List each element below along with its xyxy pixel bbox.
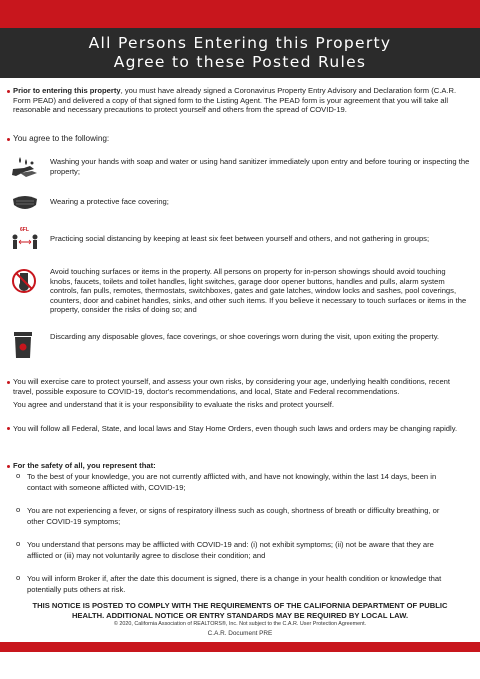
intro-paragraph (13, 86, 469, 115)
title-line-1: All Persons Entering this Property (88, 34, 392, 52)
document-id: C.A.R. Document PRE (207, 630, 273, 637)
safety-item-3: You understand that persons may be afflicted with COVID-19 and: (i) not exhibit symptoms; (ii) not be aware that they are afflicted or (iii) may not voluntarily agree to disclose their condition; and (27, 540, 434, 560)
hand-wash-icon (10, 155, 40, 179)
rule-2-text: Wearing a protective face covering; (50, 197, 169, 206)
rule-3-text: Practicing social distancing by keeping at least six feet between yourself and others, and not gathering in groups; (50, 234, 430, 243)
bullet (7, 465, 10, 468)
trash-bin-icon (11, 331, 35, 359)
laws-text: You will follow all Federal, State, and local laws and Stay Home Orders, even though such laws and orders may be changing rapidly. (13, 424, 458, 433)
title-line-2: Agree to these Posted Rules (113, 53, 367, 71)
agree-heading: You agree to the following: (13, 134, 110, 143)
no-touch-icon (11, 268, 37, 294)
bottom-red-bar (0, 642, 480, 652)
footer-notice: THIS NOTICE IS POSTED TO COMPLY WITH THE REQUIREMENTS OF THE CALIFORNIA DEPARTMENT OF PUBLIC HEALTH. ADDITIONAL NOTICE OR ENTRY STANDARDS MAY BE REQUIRED BY LOCAL LAW. (32, 601, 448, 620)
rule-4-text: Avoid touching surfaces or items in the property. All persons on property for in-person showings should avoid touching knobs, faucets, toilets and toilet handles, light switches, garage door opener buttons, handles and pulls, alarm system controls, fan pulls, remotes, thermostats, switchboxes, gates and gate latches, window locks and sashes, pool coverings, counters, door and cabinet handles, sinks, and other such items. If you believe it necessary to touch surfaces or items in the property, consider the risks of doing so; and (50, 267, 467, 315)
bullet (7, 90, 10, 93)
bullet (7, 138, 10, 141)
rule-1-text: Washing your hands with soap and water or using hand sanitizer immediately upon entry and before touring or inspecting the property; (50, 157, 470, 176)
sub-marker: o (16, 471, 21, 480)
face-mask-icon (10, 193, 40, 213)
intro-text: , you must have already signed a Coronavirus Property Entry Advisory and Declaration form (C.A.R. Form PEAD) and delivered a copy of that signed form to the Listing Agent. The PEAD form is your agreement that you will take all reasonable and necessary precautions to protect yourself and others from the spread of COVID-19. (13, 86, 457, 115)
care-text-2: You agree and understand that it is your responsibility to evaluate the risks and protect yourself. (13, 399, 334, 409)
distance-label: 6FL (20, 227, 29, 233)
copyright-text: © 2020, California Association of REALTORS®, Inc. Not subject to the C.A.R. User Protection Agreement. (113, 621, 367, 627)
safety-item-4: You will inform Broker if, after the date this document is signed, there is a change in your health condition or knowledge that potentially puts others at risk. (27, 574, 442, 594)
intro-lead: Prior to entering this property (13, 86, 121, 95)
sub-marker: o (16, 539, 21, 548)
safety-heading: For the safety of all, you represent that: (13, 461, 156, 470)
bullet (7, 427, 10, 430)
safety-item-1: To the best of your knowledge, you are not currently afflicted with, and have not knowingly, within the last 14 days, been in contact with someone afflicted with, COVID-19; (27, 472, 437, 492)
safety-item-2: You are not experiencing a fever, or signs of respiratory illness such as cough, shortness of breath or difficulty breathing, or other COVID-19 symptoms; (27, 506, 440, 526)
social-distance-icon (10, 227, 40, 251)
sub-marker: o (16, 505, 21, 514)
page-header (0, 28, 480, 78)
top-red-bar (0, 0, 480, 28)
care-paragraph (13, 377, 469, 410)
rule-5-text: Discarding any disposable gloves, face coverings, or shoe coverings worn during the visit, upon exiting the property. (50, 332, 440, 341)
sub-marker: o (16, 573, 21, 582)
care-text: You will exercise care to protect yourself, and assess your own risks, by considering your age, underlying health conditions, recent travel, possible exposure to COVID-19, doctor's recommendations, and local, State and Federal recommendations. (13, 377, 451, 397)
bullet (7, 381, 10, 384)
